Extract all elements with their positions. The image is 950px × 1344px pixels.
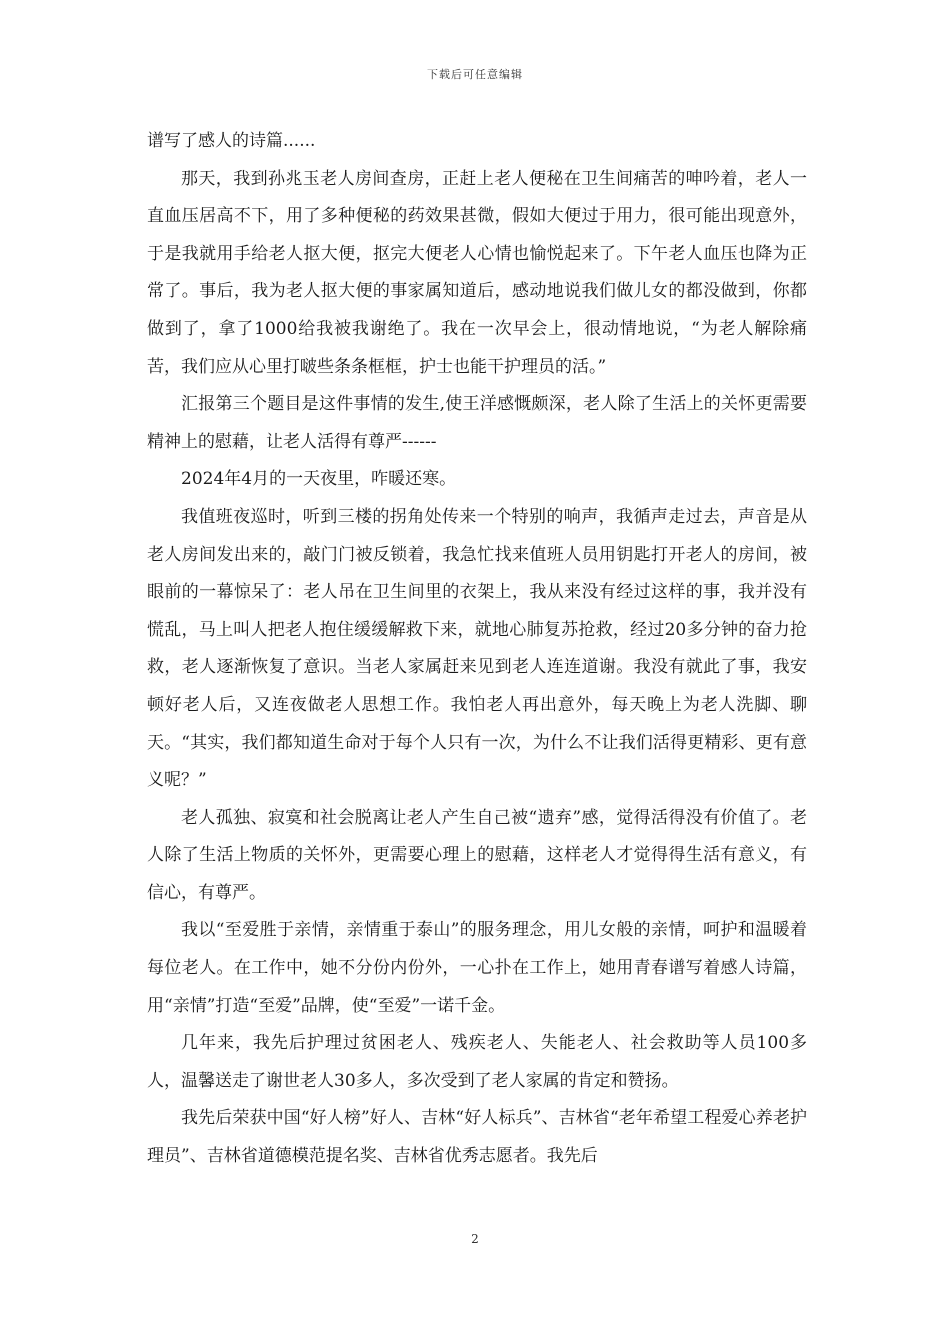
document-body — [147, 123, 807, 1176]
paragraph-continuation: 谱写了感人的诗篇...... — [147, 131, 316, 151]
paragraph-years-of-care: 几年来，我先后护理过贫困老人、残疾老人、失能老人、社会救助等人员100多人，温馨送走了谢世老人30多人，多次受到了老人家属的肯定和赞扬。 — [147, 1033, 807, 1091]
paragraph-date-line: 2024年4月的一天夜里，咋暖还寒。 — [181, 469, 457, 490]
page-number: 2 — [471, 1232, 479, 1246]
paragraph-constipation-story: 那天，我到孙兆玉老人房间查房，正赶上老人便秘在卫生间痛苦的呻吟着，老人一直血压居高不下，用了多种便秘的药效果甚微，假如大便过于用力，很可能出现意外，于是我就用手给老人抠大便，抠完大便老人心情也愉悦起来了。下午老人血压也降为正常了。事后，我为老人抠大便的事家属知道后，感动地说我们做儿女的都没做到，你都做到了，拿了1000给我被我谢绝了。我在一次早会上，很动情地说，“为老人解除痛苦，我们应从心里打啵些条条框框，护士也能干护理员的活。” — [147, 168, 807, 377]
paragraph-service-concept: 我以“至爱胜于亲情，亲情重于泰山”的服务理念，用儿女般的亲情，呵护和温暖着每位老人。在工作中，她不分份内份外，一心扑在工作上，她用青春谱写着感人诗篇，用“亲情”打造“至爱”品牌，使“至爱”一诺千金。 — [147, 920, 807, 1016]
paragraph-loneliness: 老人孤独、寂寞和社会脱离让老人产生自己被“遗弃”感，觉得活得没有价值了。老人除了生活上物质的关怀外，更需要心理上的慰藉，这样老人才觉得得生活有意义，有信心，有尊严。 — [147, 807, 807, 903]
paragraph-honors: 我先后荣获中国“好人榜”好人、吉林“好人标兵”、吉林省“老年希望工程爱心养老护理员”、吉林省道德模范提名奖、吉林省优秀志愿者。我先后 — [147, 1108, 807, 1167]
page-header: 下载后可任意编辑 — [427, 68, 523, 81]
paragraph-third-topic: 汇报第三个题目是这件事情的发生,使王洋感慨颇深，老人除了生活上的关怀更需要精神上的慰藉，让老人活得有尊严------ — [147, 394, 807, 452]
paragraph-night-patrol: 我值班夜巡时，听到三楼的拐角处传来一个特别的响声，我循声走过去，声音是从老人房间发出来的，敲门门被反锁着，我急忙找来值班人员用钥匙打开老人的房间，被眼前的一幕惊呆了：老人吊在卫生间里的衣架上，我从来没有经过这样的事，我并没有慌乱，马上叫人把老人抱住缓缓解救下来，就地心肺复苏抢救，经过20多分钟的奋力抢救，老人逐渐恢复了意识。当老人家属赶来见到老人连连道谢。我没有就此了事，我安顿好老人后，又连夜做老人思想工作。我怕老人再出意外，每天晚上为老人洗脚、聊天。“其实，我们都知道生命对于每个人只有一次，为什么不让我们活得更精彩、更有意义呢？” — [147, 506, 807, 791]
